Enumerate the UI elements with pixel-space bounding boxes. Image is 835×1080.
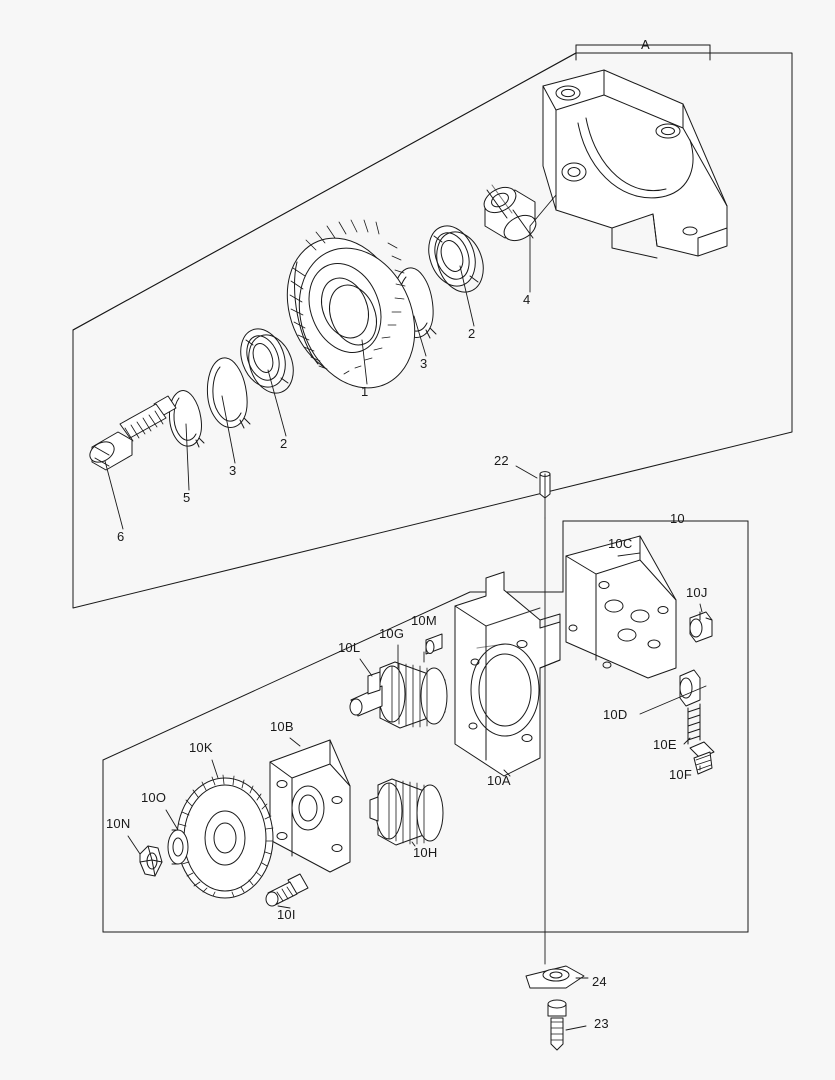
callout-2-right: 2	[468, 326, 476, 341]
callout-A: A	[641, 37, 650, 52]
callout-10G: 10G	[379, 626, 405, 641]
part-10O-washer	[168, 830, 188, 864]
part-10L-shaft	[350, 672, 382, 716]
part-23-bolt	[548, 1000, 566, 1050]
part-10K-gear	[177, 775, 273, 898]
callout-10: 10	[670, 511, 685, 526]
callout-10I: 10I	[277, 907, 296, 922]
callout-10L: 10L	[338, 640, 361, 655]
part-10J-plug	[690, 612, 712, 642]
callout-2-left: 2	[280, 436, 288, 451]
part-3-snapring-left	[207, 358, 250, 428]
callout-10E: 10E	[653, 737, 677, 752]
callout-10O: 10O	[141, 790, 167, 805]
callout-10A: 10A	[487, 773, 511, 788]
callout-10C: 10C	[608, 536, 633, 551]
callout-10J: 10J	[686, 585, 708, 600]
part-10N-nut	[140, 846, 162, 876]
callout-24: 24	[592, 974, 607, 989]
part-10M-pin	[426, 634, 442, 654]
callout-10D: 10D	[603, 707, 628, 722]
callout-3-right: 3	[420, 356, 428, 371]
callout-10B: 10B	[270, 719, 294, 734]
bracket-part	[543, 70, 727, 258]
callout-10N: 10N	[106, 816, 131, 831]
callout-22: 22	[494, 453, 509, 468]
callout-10K: 10K	[189, 740, 213, 755]
callout-5: 5	[183, 490, 191, 505]
part-10H-driven-gear	[370, 779, 443, 845]
callout-10F: 10F	[669, 767, 693, 782]
callout-6: 6	[117, 529, 125, 544]
part-4-bushing	[480, 182, 540, 245]
callout-10M: 10M	[411, 613, 437, 628]
callout-4: 4	[523, 292, 531, 307]
part-2-bearing-right	[421, 219, 492, 298]
part-10C-pump-cover	[566, 536, 676, 678]
part-10I-bolt	[266, 874, 308, 906]
part-10G-drive-gear	[379, 662, 447, 728]
callout-23: 23	[594, 1016, 609, 1031]
part-10F-plug-bolt	[690, 742, 714, 774]
callout-1: 1	[361, 384, 369, 399]
callout-3-left: 3	[229, 463, 237, 478]
part-24-plate	[526, 966, 584, 988]
callout-10H: 10H	[413, 845, 438, 860]
part-10A-pump-body	[455, 572, 560, 776]
part-10B-end-plate	[270, 740, 350, 872]
part-6-bolt	[86, 396, 176, 470]
part-10D-valve-piston	[680, 670, 700, 706]
